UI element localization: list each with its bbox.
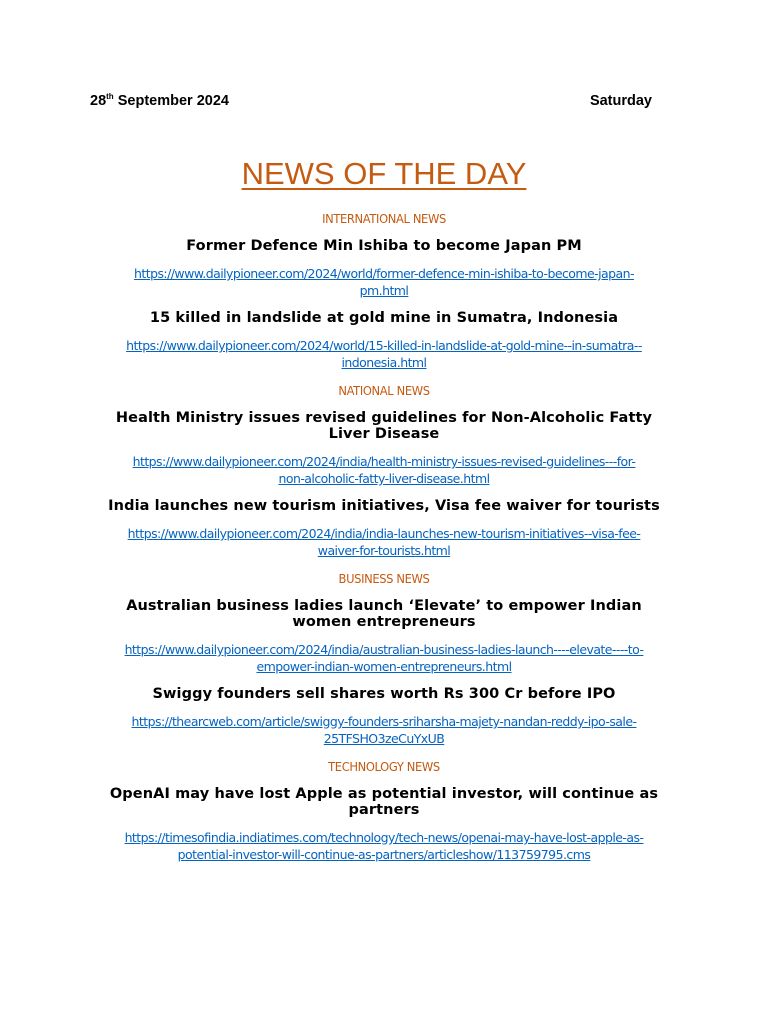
headline: Health Ministry issues revised guidelines for Non-Alcoholic Fatty Liver Disease: [115, 410, 653, 442]
date-rest: September 2024: [113, 93, 229, 109]
section-heading-technology: TECHNOLOGY NEWS: [328, 759, 440, 774]
article-link[interactable]: [80, 713, 688, 747]
headline: Swiggy founders sell shares worth Rs 300 Cr before IPO: [152, 686, 616, 702]
article-link[interactable]: [80, 525, 688, 559]
date-suffix: th: [106, 92, 114, 101]
link-line: non-alcoholic-fatty-liver-disease.html: [278, 471, 490, 486]
link-line: https://thearcweb.com/article/swiggy-founders-sriharsha-majety-nandan-reddy-ipo-sale-: [131, 714, 637, 729]
date-day: 28: [90, 93, 107, 109]
link-line: https://www.dailypioneer.com/2024/india/health-ministry-issues-revised-guidelines---for-: [132, 454, 636, 469]
link-line: https://www.dailypioneer.com/2024/world/15-killed-in-landslide-at-gold-mine--in-sumatra--: [126, 338, 642, 353]
link-line: https://www.dailypioneer.com/2024/india/australian-business-ladies-launch----elevate----to-: [124, 642, 644, 657]
page-title: NEWS OF THE DAY: [241, 156, 527, 191]
section-heading-national: NATIONAL NEWS: [338, 383, 430, 398]
link-line: 25TFSHO3zeCuYxUB: [323, 731, 445, 746]
headline: 15 killed in landslide at gold mine in Sumatra, Indonesia: [149, 310, 619, 326]
headline: OpenAI may have lost Apple as potential investor, will continue as partners: [109, 786, 659, 818]
news-content: [80, 210, 688, 874]
link-line: potential-investor-will-continue-as-partners/articleshow/113759795.cms: [177, 847, 591, 862]
article-link[interactable]: [80, 453, 688, 487]
date-row: [90, 93, 652, 109]
link-line: https://www.dailypioneer.com/2024/world/former-defence-min-ishiba-to-become-japan-: [134, 266, 634, 281]
article-link[interactable]: [80, 337, 688, 371]
article-link[interactable]: [80, 265, 688, 299]
link-line: https://timesofindia.indiatimes.com/technology/tech-news/openai-may-have-lost-apple-as-: [124, 830, 644, 845]
weekday: Saturday: [589, 93, 652, 109]
link-line: https://www.dailypioneer.com/2024/india/india-launches-new-tourism-initiatives--visa-fee-: [127, 526, 641, 541]
link-line: waiver-for-tourists.html: [317, 543, 451, 558]
headline: Former Defence Min Ishiba to become Japan PM: [186, 238, 582, 254]
link-line: empower-indian-women-entrepreneurs.html: [256, 659, 512, 674]
date: [90, 93, 229, 109]
link-line: indonesia.html: [341, 355, 427, 370]
article-link[interactable]: [80, 829, 688, 863]
article-link[interactable]: [80, 641, 688, 675]
section-heading-international: INTERNATIONAL NEWS: [322, 211, 446, 226]
headline: India launches new tourism initiatives, Visa fee waiver for tourists: [108, 498, 660, 514]
headline: Australian business ladies launch ‘Elevate’ to empower Indian women entrepreneurs: [126, 598, 642, 630]
link-line: pm.html: [359, 283, 409, 298]
section-heading-business: BUSINESS NEWS: [338, 571, 430, 586]
